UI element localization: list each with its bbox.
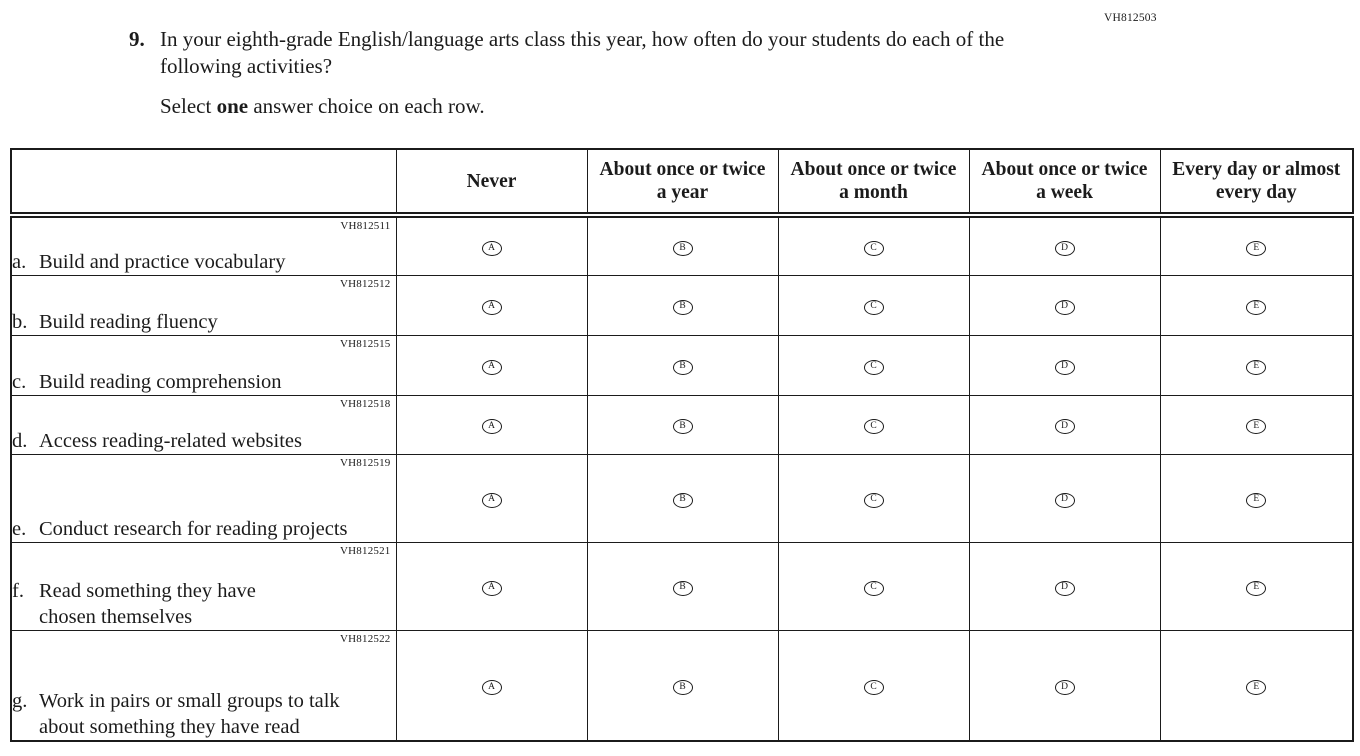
answer-cell: [587, 630, 778, 741]
bubble-option-d[interactable]: D: [1055, 419, 1075, 434]
table-row-b: [11, 275, 1353, 335]
answer-cell: [1160, 542, 1353, 630]
bubble-option-d[interactable]: D: [1055, 300, 1075, 315]
item-text: Build reading comprehension: [39, 370, 282, 393]
item-code: VH812521: [340, 544, 391, 557]
bubble-option-e[interactable]: E: [1246, 680, 1266, 695]
column-header-never: Never: [396, 149, 587, 215]
bubble-option-c[interactable]: C: [864, 419, 884, 434]
bubble-option-c[interactable]: C: [864, 680, 884, 695]
item-code: VH812518: [340, 397, 391, 410]
bubble-option-a[interactable]: A: [482, 300, 502, 315]
answer-cell: [778, 542, 969, 630]
answer-cell: [587, 542, 778, 630]
item-text: Build and practice vocabulary: [39, 250, 286, 273]
bubble-option-c[interactable]: C: [864, 581, 884, 596]
answer-cell: [587, 275, 778, 335]
answer-cell: [587, 395, 778, 454]
answer-cell: [396, 630, 587, 741]
item-cell: [11, 275, 396, 335]
bubble-option-b[interactable]: B: [673, 680, 693, 695]
answer-cell: [396, 335, 587, 395]
item-text: Read something they have chosen themselves: [39, 579, 256, 628]
bubble-option-b[interactable]: B: [673, 581, 693, 596]
table-row-f: [11, 542, 1353, 630]
answer-cell: [969, 542, 1160, 630]
answer-cell: [396, 542, 587, 630]
header-row: [11, 149, 1353, 215]
bubble-option-a[interactable]: A: [482, 419, 502, 434]
bubble-option-e[interactable]: E: [1246, 419, 1266, 434]
item-label: [12, 428, 396, 454]
table-row-g: [11, 630, 1353, 741]
item-text: Build reading fluency: [39, 310, 218, 333]
item-label: [12, 516, 396, 542]
item-code: VH812511: [340, 220, 391, 232]
answer-cell: [778, 335, 969, 395]
bubble-option-e[interactable]: E: [1246, 493, 1266, 508]
bubble-option-c[interactable]: C: [864, 493, 884, 508]
column-header-twice-a-year: About once or twice a year: [587, 149, 778, 215]
bubble-option-d[interactable]: D: [1055, 241, 1075, 256]
question-text: In your eighth-grade English/language arts class this year, how often do your students do each of the following activities?: [160, 27, 1005, 78]
bubble-option-b[interactable]: B: [673, 241, 693, 256]
bubble-option-b[interactable]: B: [673, 419, 693, 434]
bubble-option-e[interactable]: E: [1246, 360, 1266, 375]
item-label: [12, 249, 396, 275]
answer-cell: [1160, 395, 1353, 454]
item-label: [12, 369, 396, 395]
bubble-option-e[interactable]: E: [1246, 241, 1266, 256]
column-header-every-day: Every day or almost every day: [1160, 149, 1353, 215]
item-cell: [11, 630, 396, 741]
table-row-e: [11, 454, 1353, 542]
item-letter: a.: [12, 250, 27, 273]
bubble-option-d[interactable]: D: [1055, 680, 1075, 695]
bubble-option-b[interactable]: B: [673, 360, 693, 375]
answer-cell: [1160, 335, 1353, 395]
answer-cell: [778, 395, 969, 454]
answer-cell: [396, 454, 587, 542]
column-header-twice-a-month: About once or twice a month: [778, 149, 969, 215]
answer-cell: [396, 215, 587, 275]
bubble-option-a[interactable]: A: [482, 360, 502, 375]
bubble-option-a[interactable]: A: [482, 493, 502, 508]
item-cell: [11, 215, 396, 275]
answer-cell: [396, 395, 587, 454]
item-text: Access reading-related websites: [39, 429, 302, 452]
question-number: 9.: [129, 27, 145, 51]
answer-cell: [1160, 275, 1353, 335]
bubble-option-b[interactable]: B: [673, 493, 693, 508]
answer-cell: [1160, 630, 1353, 741]
answer-cell: [969, 630, 1160, 741]
bubble-option-d[interactable]: D: [1055, 581, 1075, 596]
answer-cell: [396, 275, 587, 335]
answer-cell: [969, 215, 1160, 275]
instruction-bold-word: one: [216, 94, 249, 118]
item-label: [12, 578, 396, 630]
answer-cell: [587, 454, 778, 542]
bubble-option-c[interactable]: C: [864, 360, 884, 375]
answer-cell: [1160, 454, 1353, 542]
bubble-option-e[interactable]: E: [1246, 300, 1266, 315]
item-text: Work in pairs or small groups to talk about something they have read: [39, 690, 340, 738]
item-letter: f.: [12, 579, 24, 602]
item-letter: b.: [12, 310, 28, 333]
item-letter: g.: [12, 690, 28, 712]
answer-cell: [1160, 215, 1353, 275]
answer-cell: [969, 454, 1160, 542]
instruction-text: [160, 93, 485, 120]
answer-cell: [969, 335, 1160, 395]
answer-cell: [778, 275, 969, 335]
answer-cell: [587, 215, 778, 275]
bubble-option-c[interactable]: C: [864, 300, 884, 315]
item-label: [12, 309, 396, 335]
answer-cell: [587, 335, 778, 395]
column-header-twice-a-week: About once or twice a week: [969, 149, 1160, 215]
answer-cell: [778, 630, 969, 741]
table-row-c: [11, 335, 1353, 395]
bubble-option-a[interactable]: A: [482, 680, 502, 695]
answer-cell: [969, 395, 1160, 454]
item-cell: [11, 454, 396, 542]
item-cell: [11, 542, 396, 630]
item-code: VH812519: [340, 456, 391, 469]
item-code: VH812522: [340, 632, 391, 645]
instruction-suffix: answer choice on each row.: [248, 94, 485, 118]
item-code: VH812515: [340, 337, 391, 350]
bubble-option-d[interactable]: D: [1055, 493, 1075, 508]
bubble-option-c[interactable]: C: [864, 241, 884, 256]
form-code: VH812503: [1104, 12, 1157, 24]
table-row-a: [11, 215, 1353, 275]
bubble-option-e[interactable]: E: [1246, 581, 1266, 596]
bubble-option-d[interactable]: D: [1055, 360, 1075, 375]
answer-matrix-table: [10, 148, 1354, 742]
instruction-prefix: Select: [160, 94, 217, 118]
table-row-d: [11, 395, 1353, 454]
item-cell: [11, 395, 396, 454]
answer-cell: [778, 215, 969, 275]
bubble-option-a[interactable]: A: [482, 241, 502, 256]
bubble-option-b[interactable]: B: [673, 300, 693, 315]
item-letter: e.: [12, 517, 27, 540]
answer-cell: [969, 275, 1160, 335]
item-text: Conduct research for reading projects: [39, 517, 348, 540]
item-letter: c.: [12, 370, 27, 393]
corner-cell: [11, 149, 396, 215]
answer-cell: [778, 454, 969, 542]
item-label: [12, 688, 396, 740]
item-code: VH812512: [340, 277, 391, 290]
item-cell: [11, 335, 396, 395]
bubble-option-a[interactable]: A: [482, 581, 502, 596]
question-block: [129, 26, 1089, 80]
item-letter: d.: [12, 429, 28, 452]
